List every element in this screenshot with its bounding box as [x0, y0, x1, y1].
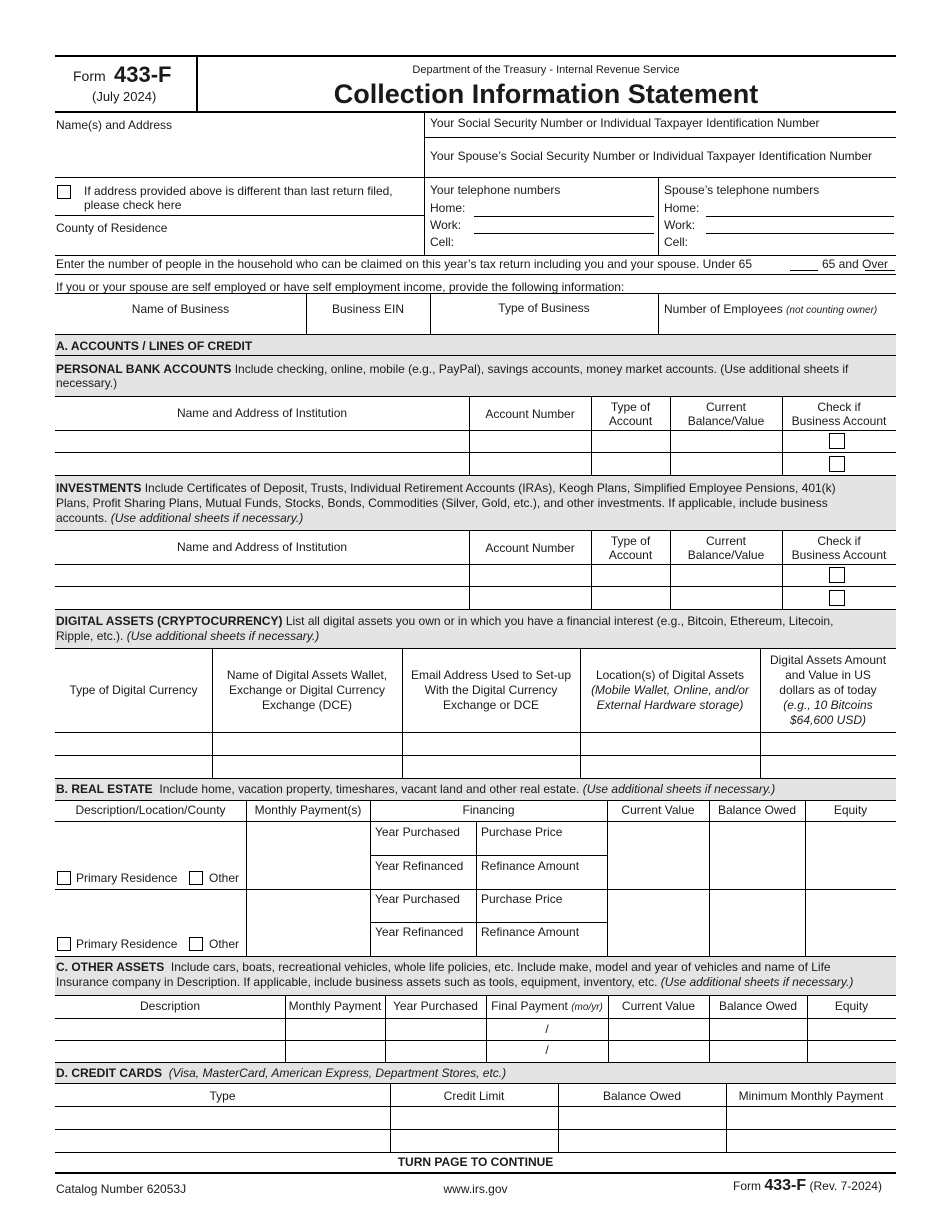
- d-col-limit: Credit Limit: [443, 1089, 505, 1103]
- inv-col-balance-1: Current: [705, 534, 746, 548]
- c-row2-slash: /: [545, 1043, 549, 1057]
- self-employed-text: If you or your spouse are self employed or have self employment income, provide the following information:: [56, 280, 625, 294]
- c-col-year: Year Purchased: [393, 999, 478, 1013]
- investments-text: Include Certificates of Deposit, Trusts, Individual Retirement Accounts (IRAs), Keogh Plans, Simplified Employee Pensions, 401(k): [144, 481, 836, 495]
- dig-col-wallet-1: Name of Digital Assets Wallet,: [226, 668, 388, 682]
- bank-heading: PERSONAL BANK ACCOUNTS: [56, 362, 232, 376]
- b-col-financing: Financing: [462, 803, 515, 817]
- form-word: Form: [73, 68, 106, 84]
- footer-form-word: Form: [733, 1179, 761, 1193]
- id-rule-2: [55, 177, 896, 178]
- b-col-1: [246, 800, 247, 956]
- b2-fin-rule: [370, 922, 607, 923]
- dig-row-rule-2: [55, 755, 896, 756]
- bank-col-account: Account Number: [485, 407, 575, 421]
- phone-divider: [658, 177, 659, 255]
- inv-col-check-2: Business Account: [791, 548, 887, 562]
- b-col-owed: Balance Owed: [717, 803, 797, 817]
- household-text: Enter the number of people in the household who can be claimed on this year’s tax return including you and your spouse. Under 65: [56, 257, 752, 271]
- c-col-final-text: Final Payment: [491, 999, 568, 1013]
- id-rule-5: [55, 293, 896, 294]
- dig-col-location-3: External Hardware storage): [596, 698, 744, 712]
- b-col-desc: Description/Location/County: [75, 803, 226, 817]
- investments-heading: INVESTMENTS: [56, 481, 142, 495]
- investments-text-2: Plans, Profit Sharing Plans, Mutual Funds, Stocks, Bonds, Commodities (Silver, Gold, etc.), and other investments. If applicable, include business: [56, 496, 828, 510]
- d-col-owed: Balance Owed: [602, 1089, 682, 1103]
- b2-year-purchased: Year Purchased: [375, 892, 460, 906]
- b-col-2: [370, 800, 371, 956]
- bank-col-balance-2: Balance/Value: [687, 414, 765, 428]
- ssn-label: Your Social Security Number or Individual Taxpayer Identification Number: [430, 116, 820, 130]
- investments-intro: [56, 481, 836, 495]
- b-col-monthly: Monthly Payment(s): [254, 803, 362, 817]
- over-65-label: 65 and Over: [822, 257, 889, 271]
- page-title: Collection Information Statement: [333, 79, 759, 109]
- website-link[interactable]: www.irs.gov: [443, 1182, 508, 1196]
- investments-text-3a: accounts.: [56, 511, 111, 525]
- bank-intro: [56, 362, 848, 376]
- b1-refinance-amount: Refinance Amount: [481, 859, 580, 873]
- work-phone-field[interactable]: [474, 233, 654, 234]
- top-rule: [55, 55, 896, 57]
- county-label: County of Residence: [56, 221, 168, 235]
- biz-name-label: Name of Business: [131, 302, 230, 316]
- dig-col-amount-5: $64,600 USD): [789, 713, 867, 727]
- c-col-value: Current Value: [621, 999, 696, 1013]
- b2-other-label: Other: [209, 937, 240, 951]
- b2-other-checkbox[interactable]: [189, 937, 203, 951]
- bank-business-checkbox-2[interactable]: [829, 456, 845, 472]
- biz-employees-label: [664, 302, 877, 318]
- b2-purchase-price: Purchase Price: [481, 892, 563, 906]
- b-col-5: [805, 800, 806, 956]
- digital-text-2a: Ripple, etc.).: [56, 629, 127, 643]
- c-col-final: [486, 999, 608, 1015]
- header-bottom-rule: [55, 111, 896, 113]
- d-col-type: Type: [209, 1089, 236, 1103]
- b-rule-3: [55, 889, 896, 890]
- inv-row-rule-1: [55, 564, 896, 565]
- d-rule-2: [55, 1106, 896, 1107]
- bank-col-balance-1: Current: [705, 400, 746, 414]
- over-65-field[interactable]: [865, 270, 895, 271]
- investments-text-3: [56, 511, 303, 525]
- biz-type-label: Type of Business: [498, 301, 590, 315]
- bank-col-check-2: Business Account: [791, 414, 887, 428]
- biz-employees-text: Number of Employees: [664, 302, 783, 316]
- bank-text: Include checking, online, mobile (e.g., PayPal), savings accounts, money market accounts. (Use additional sheets if: [234, 362, 849, 376]
- biz-employees-note: (not counting owner): [786, 305, 878, 316]
- agency-line: Department of the Treasury - Internal Revenue Service: [412, 64, 680, 76]
- bank-row-rule-2: [55, 452, 896, 453]
- dig-col-amount-3: dollars as of today: [779, 683, 877, 697]
- b1-year-purchased: Year Purchased: [375, 825, 460, 839]
- c-col-equity: Equity: [834, 999, 869, 1013]
- id-divider: [424, 112, 425, 255]
- d-rule-3: [55, 1129, 896, 1130]
- c-col-owed: Balance Owed: [718, 999, 798, 1013]
- b-col-3: [607, 800, 608, 956]
- b-col-equity: Equity: [833, 803, 868, 817]
- b1-other-label: Other: [209, 871, 240, 885]
- dig-col-email-3: Exchange or DCE: [442, 698, 540, 712]
- dig-col-amount-4: (e.g., 10 Bitcoins: [783, 698, 873, 712]
- names-address-label: Name(s) and Address: [56, 118, 173, 132]
- work-phone-label: Work:: [430, 218, 462, 232]
- inv-rule-1: [55, 530, 896, 531]
- dig-col-location-2: (Mobile Wallet, Online, and/or: [591, 683, 749, 697]
- digital-intro: [56, 614, 833, 628]
- biz-div-3: [658, 293, 659, 334]
- dig-col-wallet-3: Exchange (DCE): [261, 698, 353, 712]
- b2-primary-label: Primary Residence: [76, 937, 178, 951]
- b1-fin-rule: [370, 855, 607, 856]
- section-b-text: Include home, vacation property, timeshares, vacant land and other real estate.: [159, 782, 580, 796]
- digital-text-2b: (Use additional sheets if necessary.): [126, 629, 320, 643]
- section-c-text: Include cars, boats, recreational vehicles, whole life policies, etc. Include make, model and year of vehicles and name of Life: [170, 960, 831, 974]
- bank-col-check-1: Check if: [817, 400, 861, 414]
- spouse-phones-label: Spouse’s telephone numbers: [664, 183, 820, 197]
- bank-text-2: necessary.): [56, 376, 118, 390]
- bank-col-type-1: Type of: [610, 400, 651, 414]
- under-65-field[interactable]: [790, 270, 818, 271]
- id-rule-3: [55, 255, 896, 256]
- c-rule-3: [55, 1040, 896, 1041]
- catalog-number: Catalog Number 62053J: [56, 1182, 187, 1196]
- bank-row-rule-1: [55, 430, 896, 431]
- turn-page-text: TURN PAGE TO CONTINUE: [397, 1155, 554, 1169]
- spouse-cell-label: Cell:: [664, 235, 689, 249]
- inv-col-balance-2: Balance/Value: [687, 548, 765, 562]
- bank-col-institution: Name and Address of Institution: [176, 406, 348, 420]
- footer-rule: [55, 1172, 896, 1174]
- section-b-intro: [56, 782, 775, 796]
- section-c-intro: [56, 960, 831, 974]
- investments-text-3b: (Use additional sheets if necessary.): [110, 511, 304, 525]
- spouse-work-field[interactable]: [706, 233, 894, 234]
- section-b-title: B. REAL ESTATE: [56, 782, 153, 796]
- footer-form-id: [733, 1179, 882, 1193]
- dig-col-location-1: Location(s) of Digital Assets: [595, 668, 745, 682]
- dig-row-rule-1: [55, 732, 896, 733]
- section-c-text-2: Insurance company in Description. If applicable, include business assets such as tools, equipment, inventory, etc.: [56, 975, 658, 989]
- b-rule-1: [55, 800, 896, 801]
- dig-col-email-2: With the Digital Currency: [424, 683, 558, 697]
- spouse-work-label: Work:: [664, 218, 696, 232]
- inv-col-institution: Name and Address of Institution: [176, 540, 348, 554]
- biz-ein-label: Business EIN: [331, 302, 405, 316]
- bank-col-type-2: Account: [608, 414, 653, 428]
- b-rule-2: [55, 821, 896, 822]
- dig-col-amount-2: and Value in US: [785, 668, 871, 682]
- section-d-title: D. CREDIT CARDS: [56, 1066, 163, 1080]
- inv-row-rule-2: [55, 586, 896, 587]
- dig-col-email-1: Email Address Used to Set-up: [410, 668, 572, 682]
- b1-primary-label: Primary Residence: [76, 871, 178, 885]
- section-d-text: (Visa, MasterCard, American Express, Department Stores, etc.): [168, 1066, 507, 1080]
- id-rule-4: [55, 274, 896, 275]
- cell-phone-label: Cell:: [430, 235, 455, 249]
- c-col-monthly: Monthly Payment: [288, 999, 382, 1013]
- b1-primary-checkbox[interactable]: [57, 871, 71, 885]
- bank-business-checkbox-1[interactable]: [829, 433, 845, 449]
- c-col-final-note: (mo/yr): [571, 1002, 603, 1013]
- b2-primary-checkbox[interactable]: [57, 937, 71, 951]
- b1-year-refinanced: Year Refinanced: [375, 859, 464, 873]
- form-date: (July 2024): [92, 89, 157, 104]
- form-number: 433-F: [114, 62, 172, 87]
- home-phone-field[interactable]: [474, 216, 654, 217]
- b2-year-refinanced: Year Refinanced: [375, 925, 464, 939]
- section-c-intro-2: [56, 975, 853, 989]
- d-rule-1: [55, 1083, 896, 1084]
- address-change-checkbox[interactable]: [57, 185, 71, 199]
- d-rule-4: [55, 1152, 896, 1153]
- b-col-4: [709, 800, 710, 956]
- section-d-intro: [56, 1066, 506, 1080]
- b1-purchase-price: Purchase Price: [481, 825, 563, 839]
- inv-business-checkbox-2[interactable]: [829, 590, 845, 606]
- section-c-title: C. OTHER ASSETS: [56, 960, 165, 974]
- digital-heading: DIGITAL ASSETS (CRYPTOCURRENCY): [56, 614, 283, 628]
- home-phone-label: Home:: [430, 201, 466, 215]
- section-b-text-i: (Use additional sheets if necessary.): [582, 782, 776, 796]
- c-col-desc: Description: [139, 999, 201, 1013]
- footer-rev: (Rev. 7-2024): [809, 1179, 882, 1193]
- county-rule: [55, 215, 424, 216]
- c-rule-2: [55, 1018, 896, 1019]
- digital-text-2: [56, 629, 319, 643]
- inv-col-type-1: Type of: [610, 534, 651, 548]
- address-change-text-1: If address provided above is different than last return filed,: [84, 184, 393, 198]
- ssn-rule: [424, 137, 896, 138]
- inv-col-check-1: Check if: [817, 534, 861, 548]
- address-change-text-2: please check here: [84, 198, 182, 212]
- digital-text: List all digital assets you own or in which you have a financial interest (e.g., Bitcoin, Ethereum, Litecoin,: [285, 614, 834, 628]
- c-row1-slash: /: [545, 1022, 549, 1036]
- dig-col-amount-1: Digital Assets Amount: [769, 653, 887, 667]
- b1-other-checkbox[interactable]: [189, 871, 203, 885]
- your-phones-label: Your telephone numbers: [430, 183, 561, 197]
- inv-col-type-2: Account: [608, 548, 653, 562]
- dig-col-type: Type of Digital Currency: [69, 683, 198, 697]
- dig-rule-1: [55, 648, 896, 649]
- footer-form-number: 433-F: [764, 1177, 807, 1194]
- spouse-ssn-label: Your Spouse’s Social Security Number or Individual Taxpayer Identification Number: [430, 149, 873, 163]
- inv-business-checkbox-1[interactable]: [829, 567, 845, 583]
- c-rule-1: [55, 995, 896, 996]
- spouse-home-field[interactable]: [706, 216, 894, 217]
- dig-col-wallet-2: Exchange or Digital Currency: [228, 683, 386, 697]
- section-a-title: A. ACCOUNTS / LINES OF CREDIT: [56, 339, 253, 353]
- section-c-text-2-i: (Use additional sheets if necessary.): [660, 975, 854, 989]
- d-col-min: Minimum Monthly Payment: [738, 1089, 884, 1103]
- a-rule-2: [55, 396, 896, 397]
- b2-refinance-amount: Refinance Amount: [481, 925, 580, 939]
- b-col-value: Current Value: [621, 803, 695, 817]
- spouse-home-label: Home:: [664, 201, 700, 215]
- inv-col-account: Account Number: [485, 541, 575, 555]
